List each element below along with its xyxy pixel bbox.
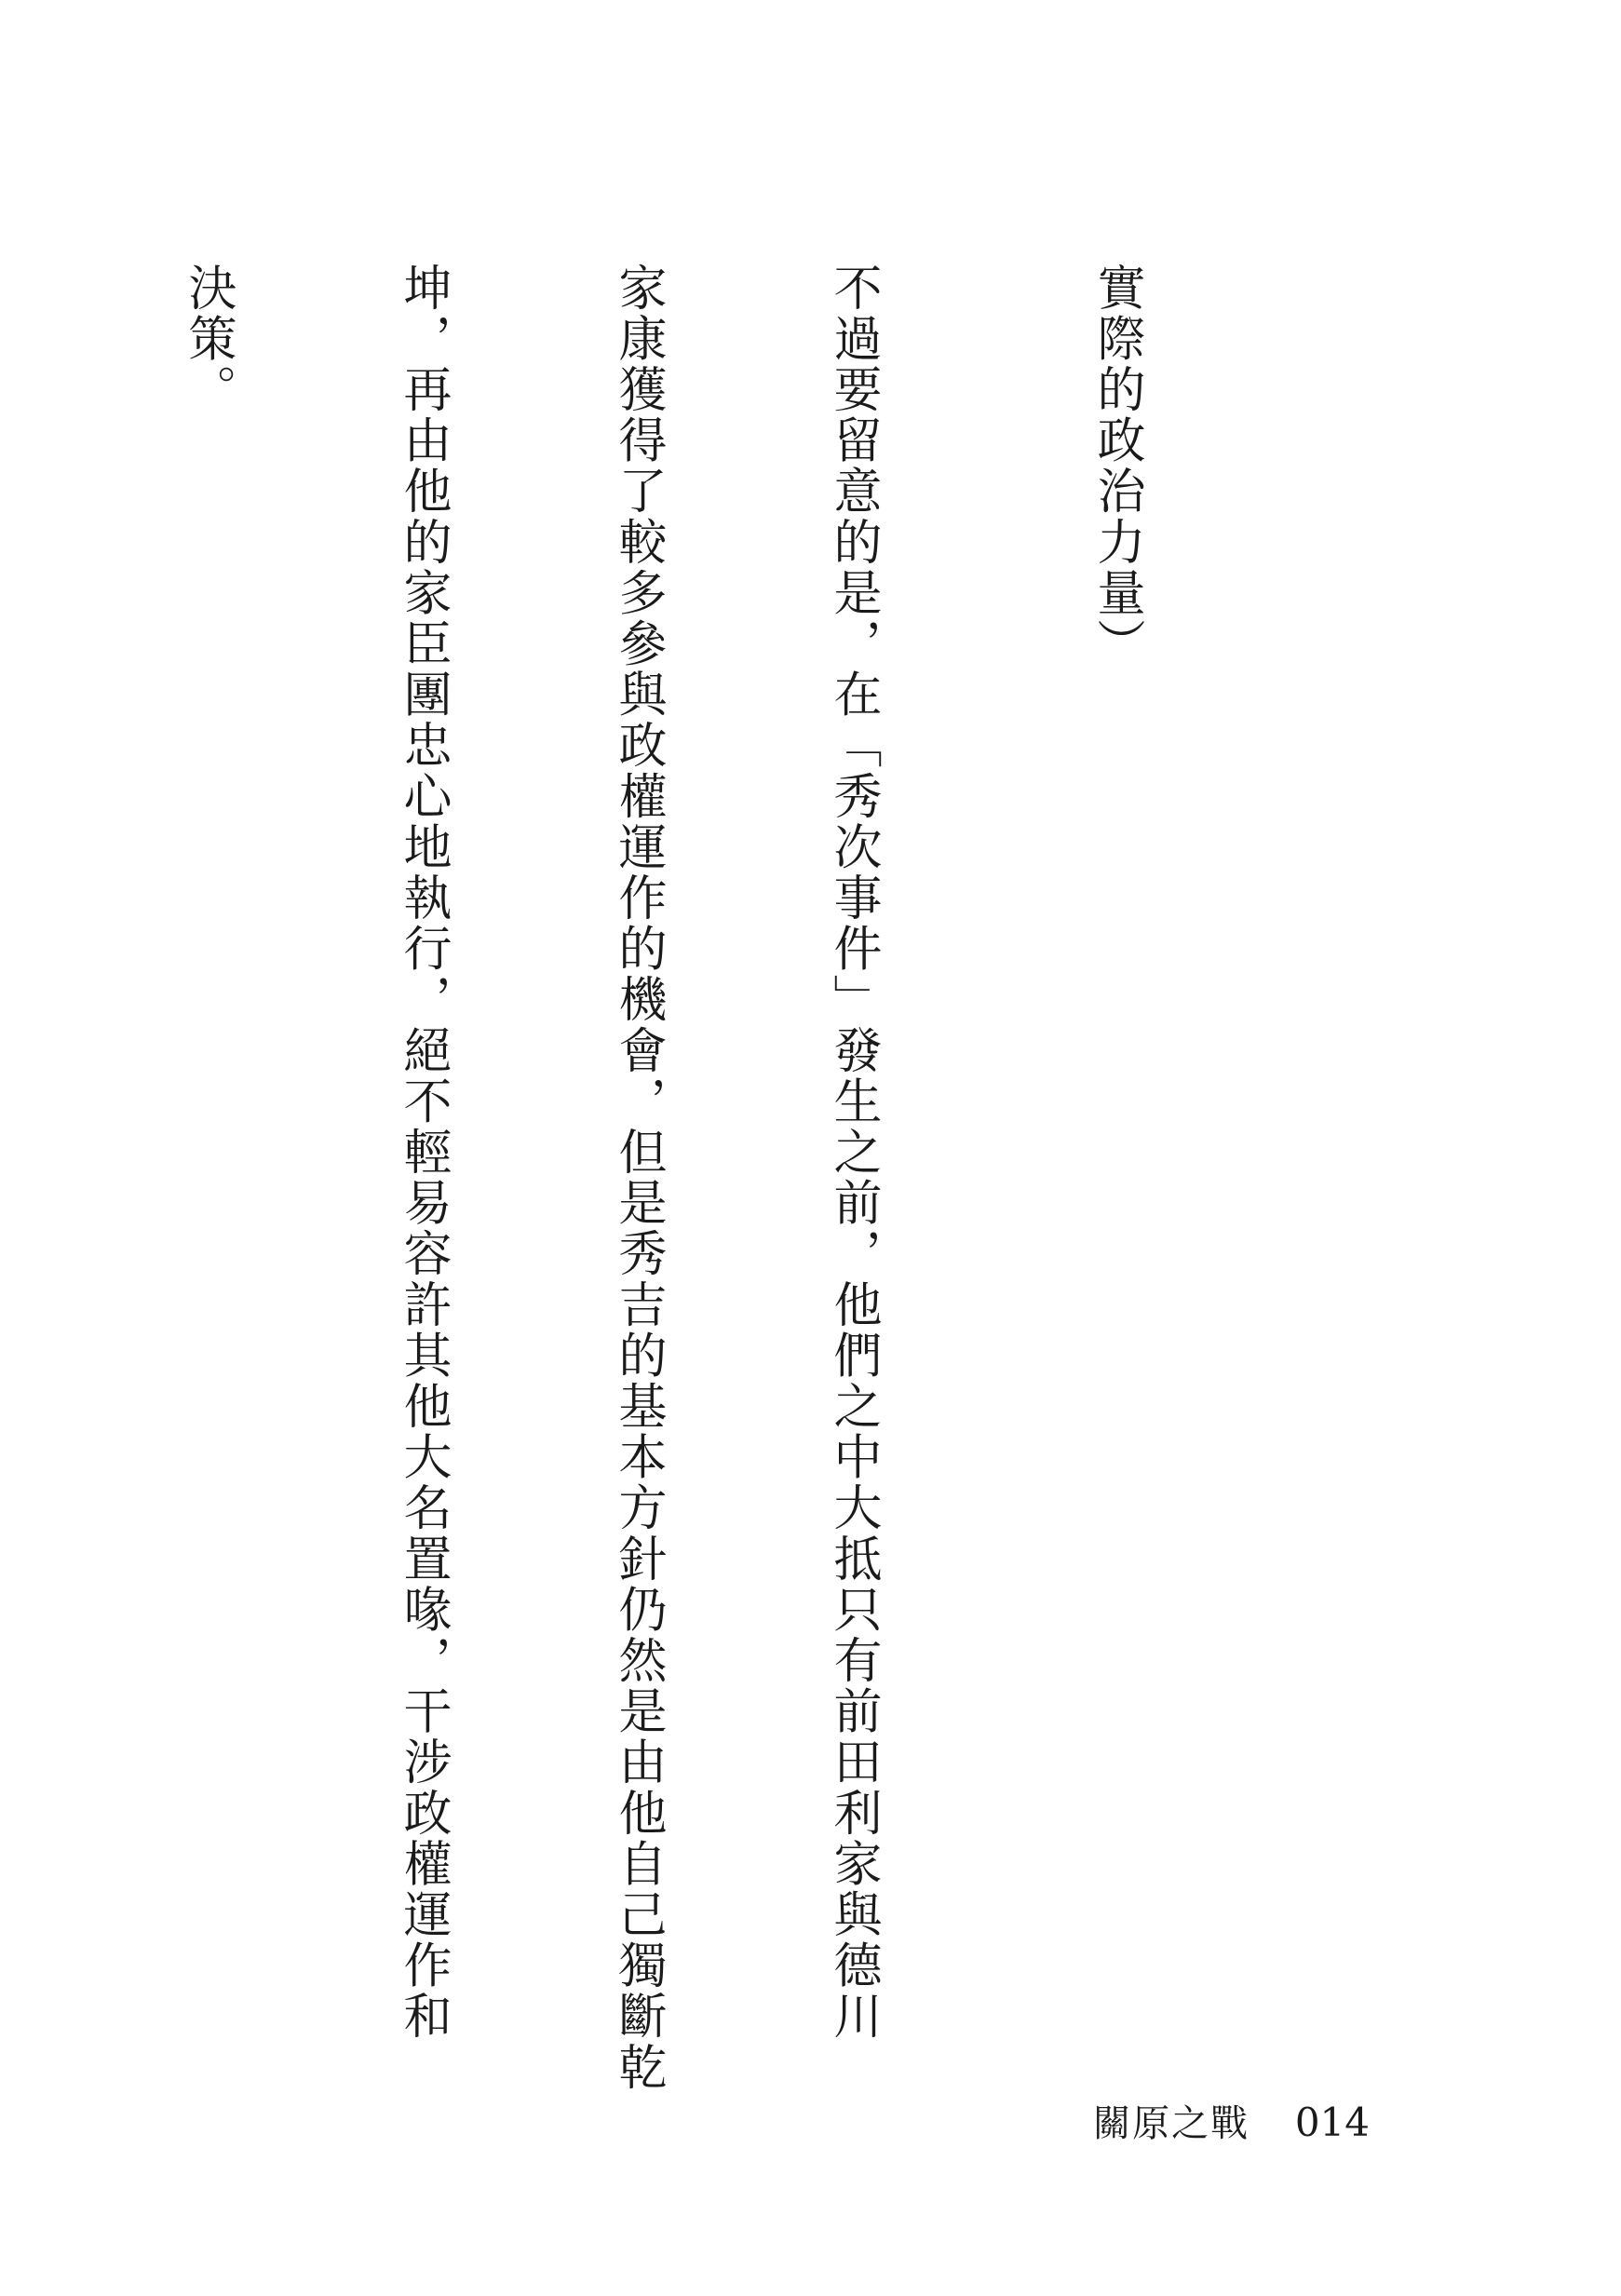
text-line: 不過要留意的是，在「秀次事件」發生之前，他們之中大抵只有前田利家與德川	[825, 263, 881, 2042]
text-line: 家康獲得了較多參與政權運作的機會，但是秀吉的基本方針仍然是由他自己獨斷乾	[610, 263, 666, 2093]
page-number: 014	[1294, 2100, 1370, 2145]
page-footer	[1093, 2100, 1370, 2146]
text-line: 決策。	[180, 263, 236, 415]
text-line: 坤，再由他的家臣團忠心地執行，絕不輕易容許其他大名置喙，干涉政權運作和	[395, 263, 451, 2042]
text-line: 實際的政治力量）	[1088, 263, 1144, 669]
text-line	[0, 263, 28, 2004]
body-text	[0, 263, 1295, 2093]
book-title: 關原之戰	[1093, 2102, 1250, 2145]
